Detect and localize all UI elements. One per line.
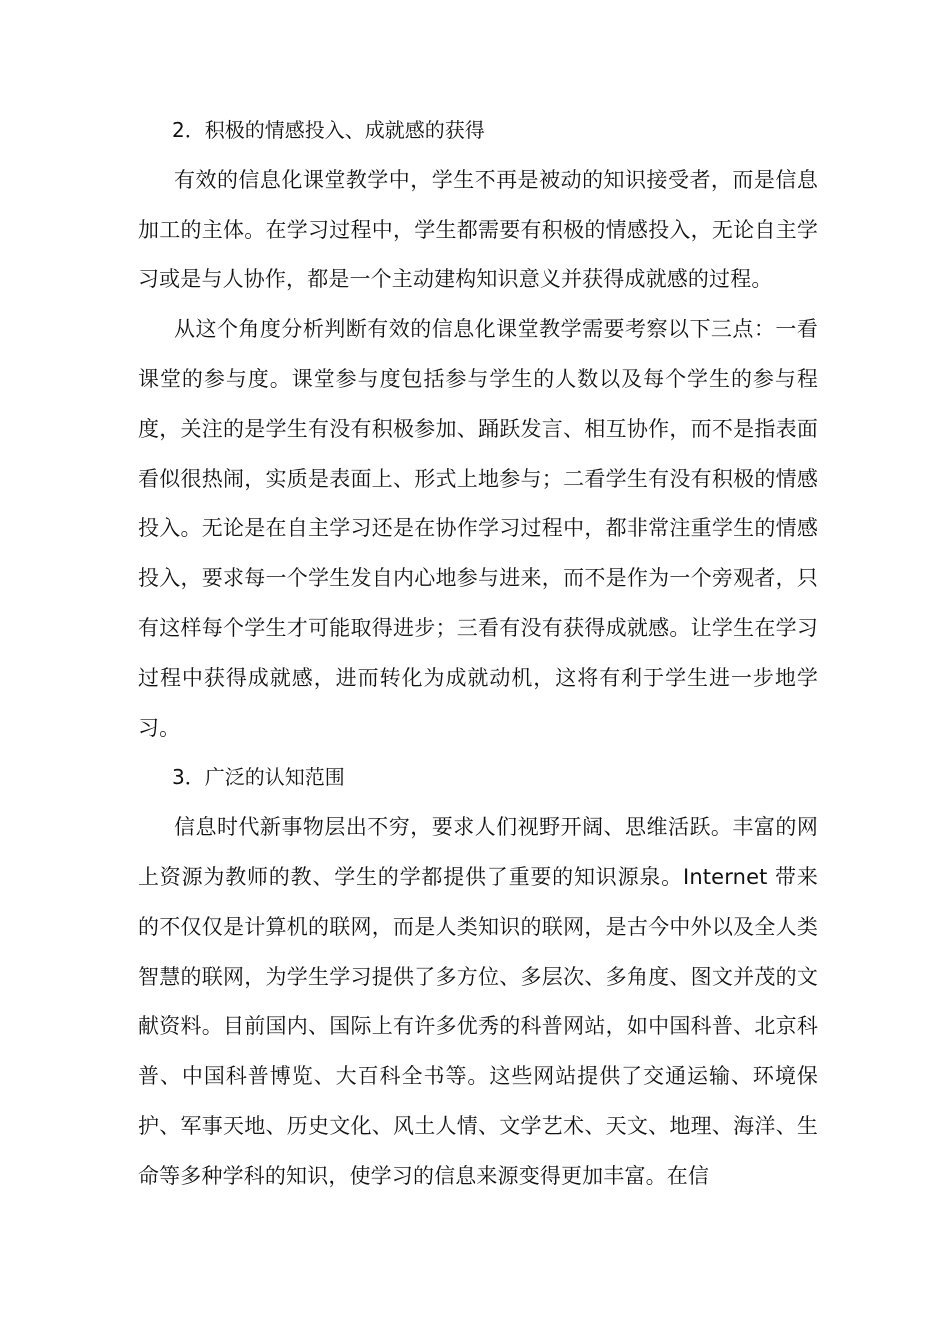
document-page (138, 106, 818, 1202)
paragraph-active-learning: 有效的信息化课堂教学中，学生不再是被动的知识接受者，而是信息加工的主体。在学习过程中，学生都需要有积极的情感投入，无论自主学习或是与人协作，都是一个主动建构知识意义并获得成就感的过程。 (138, 167, 818, 292)
section-heading-3: 3．广泛的认知范围 (172, 765, 345, 790)
paragraph-information-era: 信息时代新事物层出不穷，要求人们视野开阔、思维活跃。丰富的网上资源为教师的教、学生的学都提供了重要的知识源泉。Internet 带来的不仅仅是计算机的联网，而是人类知识的联网，是古今中外以及全人类智慧的联网，为学生学习提供了多方位、多层次、多角度、图文并茂的文献资料。目前国内、国际上有许多优秀的科普网站，如中国科普、北京科普、中国科普博览、大百科全书等。这些网站提供了交通运输、环境保护、军事天地、历史文化、风土人情、文学艺术、天文、地理、海洋、生命等多种学科的知识，使学习的信息来源变得更加丰富。在信 (138, 815, 818, 1188)
paragraph-three-criteria: 从这个角度分析判断有效的信息化课堂教学需要考察以下三点：一看课堂的参与度。课堂参与度包括参与学生的人数以及每个学生的参与程度，关注的是学生有没有积极参加、踊跃发言、相互协作，而不是指表面看似很热闹，实质是表面上、形式上地参与；二看学生有没有积极的情感投入。无论是在自主学习还是在协作学习过程中，都非常注重学生的情感投入，要求每一个学生发自内心地参与进来，而不是作为一个旁观者，只有这样每个学生才可能取得进步；三看有没有获得成就感。让学生在学习过程中获得成就感，进而转化为成就动机，这将有利于学生进一步地学习。 (138, 317, 818, 740)
section-heading-2: 2．积极的情感投入、成就感的获得 (172, 118, 485, 142)
